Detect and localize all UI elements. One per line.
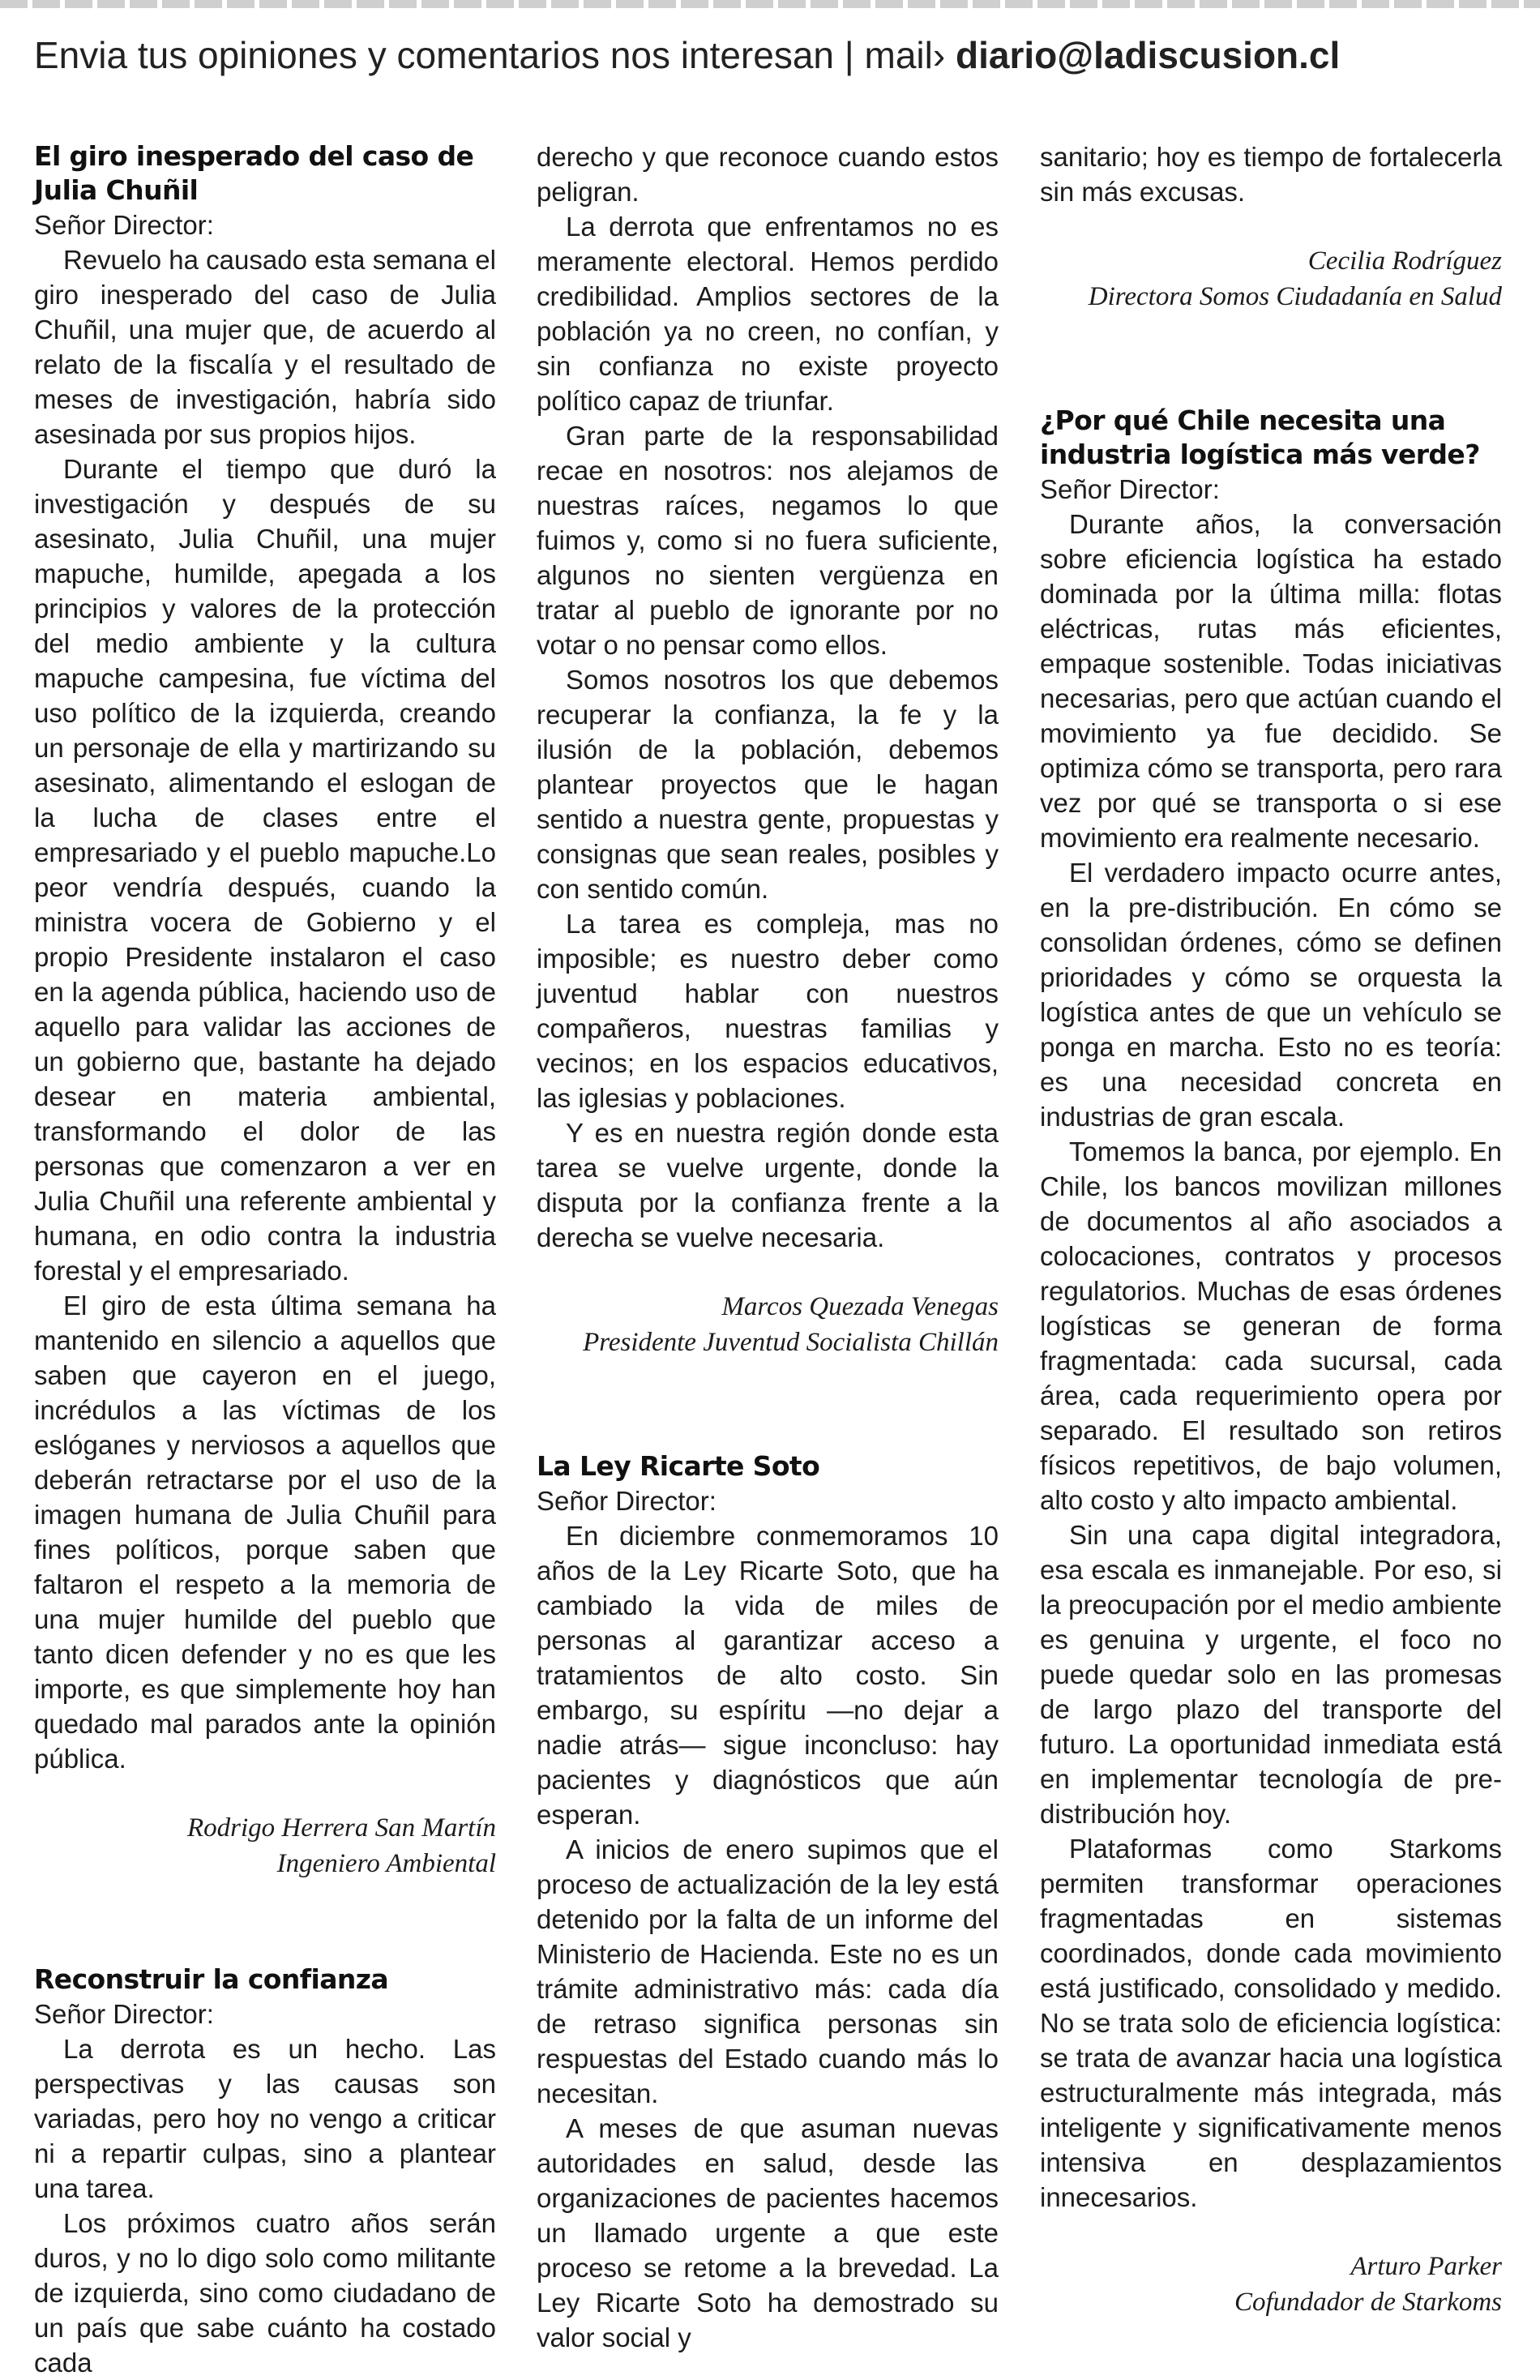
letter-ley-ricarte-soto xyxy=(537,1449,999,2355)
letter-title: Reconstruir la confianza xyxy=(34,1963,389,1995)
letter-paragraph: Y es en nuestra región donde esta tarea se vuelve urgente, donde la disputa por la confianza frente a la derecha se vuelve necesaria. xyxy=(537,1118,999,1252)
signature-role: Cofundador de Starkoms xyxy=(1234,2288,1502,2317)
letter-paragraph: Plataformas como Starkoms permiten transformar operaciones fragmentadas en sistemas coordinados, donde cada movimiento está justificado, consolidado y medido. No se trata solo de eficiencia logística: se trata de avanzar hacia una logística estructuralmente más integrada, más inteligente y significativamente menos intensiva en desplazamientos innecesarios. xyxy=(1040,1834,1502,2212)
letter-paragraph: El verdadero impacto ocurre antes, en la pre-distribución. En cómo se consolidan órdenes, cómo se definen prioridades y cómo se orquesta la logística antes de que un vehículo se ponga en marcha. Esto no es teoría: es una necesidad concreta en industrias de gran escala. xyxy=(1040,858,1502,1132)
letter-title: ¿Por qué Chile necesita una industria logística más verde? xyxy=(1040,405,1480,470)
letter-paragraph: El giro de esta última semana ha mantenido en silencio a aquellos que saben que cayeron en el juego, incrédulos a las víctimas de los eslóganes y nerviosos a aquellos que deberán retractarse por el uso de la imagen humana de Julia Chuñil para fines políticos, porque saben que faltaron el respeto a la memoria de una mujer humilde del pueblo que tanto dicen defender y no es que les importe, es que simplemente hoy han quedado mal parados ante la opinión pública. xyxy=(34,1291,496,1774)
signature-role: Ingeniero Ambiental xyxy=(276,1849,496,1878)
letter-paragraph: A meses de que asuman nuevas autoridades en salud, desde las organizaciones de pacientes hacemos un llamado urgente a que este proceso se retome a la brevedad. La Ley Ricarte Soto ha demostrado su valor social y xyxy=(537,2113,999,2352)
letter-paragraph: Durante el tiempo que duró la investigación y después de su asesinato, Julia Chuñil, una mujer mapuche, humilde, apegada a los principios y valores de la protección del medio ambiente y la cultura mapuche campesina, fue víctima del uso político de la izquierda, creando un personaje de ella y martirizando su asesinato, alimentando el eslogan de la lucha de clases entre el empresariado y el pueblo mapuche.Lo peor vendría después, cuando la ministra vocera de Gobierno y el propio Presidente instalaron el caso en la agenda pública, haciendo uso de aquello para validar las acciones de un gobierno que, bastante ha dejado desear en materia ambiental, transformando el dolor de las personas que comenzaron a ver en Julia Chuñil una referente ambiental y humana, en odio contra la industria forestal y el empresariado. xyxy=(34,454,496,1286)
letter-title: El giro inesperado del caso de Julia Chuñil xyxy=(34,140,474,206)
letter-salutation: Señor Director: xyxy=(34,210,214,240)
signature-author: Cecilia Rodríguez xyxy=(1307,246,1502,276)
signature-role: Directora Somos Ciudadanía en Salud xyxy=(1088,282,1502,311)
letter-salutation: Señor Director: xyxy=(1040,474,1220,504)
letter-paragraph: La derrota es un hecho. Las perspectivas y las causas son variadas, pero hoy no vengo a criticar ni a repartir culpas, sino a plantear una tarea. xyxy=(34,2034,496,2203)
header-mail-label: mail xyxy=(864,34,933,76)
page-header xyxy=(34,23,1517,88)
letter-julia-chunil xyxy=(34,139,496,1881)
letter-paragraph: La derrota que enfrentamos no es meramente electoral. Hemos perdido credibilidad. Amplios sectores de la población ya no creen, no confían, y sin confianza no existe proyecto político capaz de triunfar. xyxy=(537,212,999,416)
letter-paragraph: Los próximos cuatro años serán duros, y no lo digo solo como militante de izquierda, sino como ciudadano de un país que sabe cuánto ha costado cada xyxy=(34,2208,496,2378)
top-border-strip xyxy=(0,0,1540,8)
letter-paragraph: La tarea es compleja, mas no imposible; es nuestro deber como juventud hablar con nuestros compañeros, nuestras familias y vecinos; en los espacios educativos, las iglesias y poblaciones. xyxy=(537,909,999,1113)
signature-author: Arturo Parker xyxy=(1350,2252,1502,2281)
letter-paragraph: Somos nosotros los que debemos recuperar la confianza, la fe y la ilusión de la población, debemos plantear proyectos que le hagan sentido a nuestra gente, propuestas y consignas que sean reales, posibles y con sentido común. xyxy=(537,665,999,904)
header-invite-text: Envia tus opiniones y comentarios nos interesan xyxy=(34,34,835,76)
letter-paragraph-continued: sanitario; hoy es tiempo de fortalecerla sin más excusas. xyxy=(1040,142,1502,207)
column-3 xyxy=(1040,139,1502,2317)
letter-signature xyxy=(34,1810,496,1881)
column-2 xyxy=(537,139,999,2352)
letter-paragraph: A inicios de enero supimos que el proceso de actualización de la ley está detenido por la falta de un informe del Ministerio de Hacienda. Este no es un trámite administrativo más: cada día de retraso significa personas sin respuestas del Estado cuando más lo necesitan. xyxy=(537,1834,999,2108)
arrow-icon: › xyxy=(932,34,946,76)
letter-paragraph: Sin una capa digital integradora, esa escala es inmanejable. Por eso, si la preocupación por el medio ambiente es genuina y urgente, el foco no puede quedar solo en las promesas de largo plazo del transporte del futuro. La oportunidad inmediata está en implementar tecnología de pre-distribución hoy. xyxy=(1040,1520,1502,1829)
letter-paragraph: Tomemos la banca, por ejemplo. En Chile, los bancos movilizan millones de documentos al año asociados a colocaciones, contratos y procesos regulatorios. Muchas de esas órdenes logísticas se generan de forma fragmentada: cada sucursal, cada área, cada requerimiento opera por separado. El resultado son retiros físicos repetitivos, de bajo volumen, alto costo y alto impacto ambiental. xyxy=(1040,1136,1502,1515)
signature-role: Presidente Juventud Socialista Chillán xyxy=(583,1328,999,1357)
letter-ley-ricarte-soto-continued xyxy=(1040,139,1502,315)
letter-paragraph: Gran parte de la responsabilidad recae en nosotros: nos alejamos de nuestras raíces, negamos lo que fuimos y, como si no fuera suficiente, algunos no sienten vergüenza en tratar al pueblo de ignorante por no votar o no pensar como ellos. xyxy=(537,421,999,660)
signature-author: Rodrigo Herrera San Martín xyxy=(186,1813,496,1843)
letter-signature xyxy=(1040,243,1502,315)
letter-paragraph: En diciembre conmemoramos 10 años de la Ley Ricarte Soto, que ha cambiado la vida de miles de personas al garantizar acceso a tratamientos de alto costo. Sin embargo, su espíritu —no dejar a nadie atrás— sigue inconcluso: hay pacientes y diagnósticos que aún esperan. xyxy=(537,1521,999,1830)
column-1 xyxy=(34,139,496,2378)
letter-paragraph: Durante años, la conversación sobre eficiencia logística ha estado dominada por la última milla: flotas eléctricas, rutas más eficientes, empaque sostenible. Todas iniciativas necesarias, pero que actúan cuando el movimiento ya fue decidido. Se optimiza cómo se transporta, pero rara vez por qué se transporta o si ese movimiento era realmente necesario. xyxy=(1040,509,1502,853)
letter-industria-logistica xyxy=(1040,404,1502,2320)
letter-paragraph-continued: derecho y que reconoce cuando estos peligran. xyxy=(537,142,999,207)
header-email-link[interactable]: diario@ladiscusion.cl xyxy=(955,34,1341,76)
letter-title: La Ley Ricarte Soto xyxy=(537,1450,820,1482)
letter-salutation: Señor Director: xyxy=(537,1486,717,1516)
letter-paragraph: Revuelo ha causado esta semana el giro inesperado del caso de Julia Chuñil, una mujer que, de acuerdo al relato de la fiscalía y el resultado de meses de investigación, habría sido asesinada por sus propios hijos. xyxy=(34,245,496,449)
letter-salutation: Señor Director: xyxy=(34,1999,214,2029)
letter-signature xyxy=(1040,2249,1502,2320)
header-separator: | xyxy=(844,34,854,76)
signature-author: Marcos Quezada Venegas xyxy=(721,1292,999,1321)
letter-signature xyxy=(537,1289,999,1360)
letter-reconstruir-confianza xyxy=(34,1963,496,2380)
letter-reconstruir-confianza-continued xyxy=(537,139,999,1360)
